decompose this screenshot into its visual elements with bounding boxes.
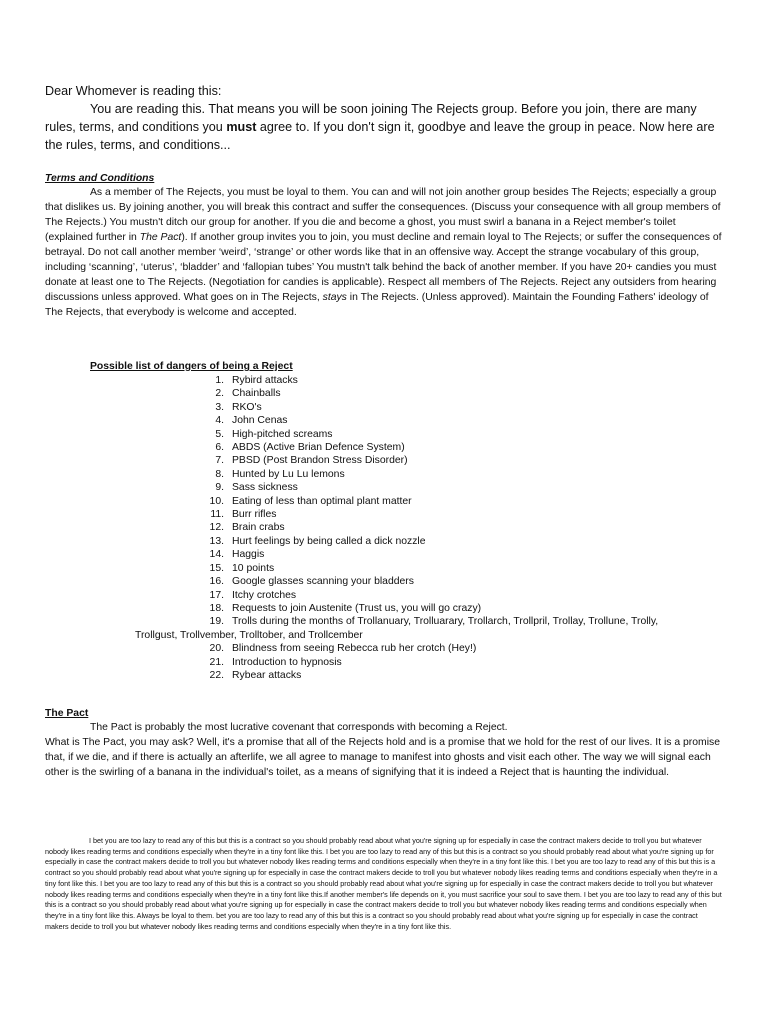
dangers-heading: Possible list of dangers of being a Reject [90, 361, 293, 372]
danger-item-number: 2. [215, 388, 224, 400]
danger-item-text: Rybird attacks [232, 375, 298, 386]
intro-emphasis: must [226, 120, 257, 134]
intro-text-after: agree to. If you don't sign it, goodbye and leave the group in peace. Now here are the rules, terms, and conditions... [45, 120, 715, 152]
terms-paragraph [45, 185, 725, 320]
danger-item [196, 575, 756, 588]
danger-item-number: 3. [215, 401, 224, 413]
danger-item [196, 508, 756, 521]
danger-item [196, 428, 756, 441]
danger-item-number: 16. [209, 576, 224, 588]
danger-item-text: Rybear attacks [232, 669, 302, 681]
danger-item-number: 15. [209, 562, 224, 574]
danger-item-text: 10 points [232, 562, 275, 574]
danger-item-number: 12. [209, 522, 224, 534]
danger-item-text: Sass sickness [232, 482, 298, 494]
danger-item [196, 589, 756, 602]
terms-text-3: in The Rejects. (Unless approved). Maintain the Founding Fathers' ideology of The Rejects, that everybody is welcome and accepted. [45, 292, 709, 318]
danger-item-number: 20. [209, 643, 224, 655]
danger-item [196, 401, 756, 414]
greeting: Dear Whomever is reading this: [45, 84, 222, 98]
danger-item-text: Blindness from seeing Rebecca rub her crotch (Hey!) [232, 643, 477, 655]
danger-item-text: Hunted by Lu Lu lemons [232, 468, 345, 480]
danger-item [196, 468, 756, 481]
danger-item-text: Eating of less than optimal plant matter [232, 495, 412, 507]
danger-item-number: 7. [215, 455, 224, 467]
danger-item-number: 4. [215, 415, 224, 427]
danger-item-number: 21. [209, 656, 224, 668]
terms-pact-reference: The Pact [139, 232, 182, 243]
danger-item-text: Trolls during the months of Trollanuary, Trolluarary, Trollarch, Trollpril, Trollay, Trollune, Trolly, [232, 616, 659, 628]
danger-item-text: Chainballs [232, 388, 281, 400]
pact-intro: The Pact is probably the most lucrative covenant that corresponds with becoming a Reject. [90, 722, 508, 733]
danger-item-continuation: Trollgust, Trollvember, Trolltober, and Trollcember [135, 629, 363, 641]
danger-item [196, 656, 756, 669]
danger-item-number: 17. [209, 589, 224, 601]
danger-item-number: 18. [209, 602, 224, 614]
terms-stays: stays [322, 292, 347, 303]
danger-item-text: Introduction to hypnosis [232, 656, 342, 668]
danger-item-number: 14. [209, 549, 224, 561]
danger-item [196, 495, 756, 508]
terms-heading: Terms and Conditions [45, 173, 155, 184]
intro-text-before: You are reading this. That means you will be soon joining The Rejects group. Before you join, there are many rules, terms, and conditions you [45, 102, 697, 134]
danger-item-text: RKO's [232, 401, 262, 413]
danger-item [196, 642, 756, 655]
fine-print-paragraph: I bet you are too lazy to read any of this but this is a contract so you should probably read about what you're signing up for especially in case the contract makers decide to troll you but whatever nobody likes reading terms and conditions especially when they're in a tiny font like this. I bet you are too lazy to read any of this but this is a contract so you should probably read about what you're signing up for especially in case the contract makers decide to troll you but whatever nobody likes reading terms and conditions especially when they're in a tiny font like this. I bet you are too lazy to read any of this but this is a contract so you should probably read about what you're signing up for especially in case the contract makers decide to troll you but whatever nobody likes reading terms and conditions especially when they're in a tiny font like this. I bet you are too lazy to read any of this but this is a contract so you should probably read about what you're signing up for especially in case the contract makers decide to troll you but whatever nobody likes reading terms and conditions especially when they're in a tiny font like this.If another member's life depends on it, you must sacrifice your soul to save them. I bet you are too lazy to read any of this but this is a contract so you should probably read about what you're signing up for especially in case the contract makers decide to troll you but whatever nobody likes reading terms and conditions especially when they're in a tiny font like this. Always be loyal to them. bet you are too lazy to read any of this but this is a contract so you should probably read about what you're signing up for especially in case the contract makers decide to troll you but whatever nobody likes reading terms and conditions especially when they're in a tiny font like this. [45, 836, 722, 931]
danger-item-text: John Cenas [232, 415, 288, 427]
danger-item [196, 535, 756, 548]
dangers-list [135, 374, 756, 682]
pact-paragraph: What is The Pact, you may ask? Well, it's a promise that all of the Rejects hold and is a promise that we hold for the rest of our lives. It is a promise that, if we die, and if there is actually an afterlife, we all agree to manage to manifest into ghosts and visit each other. The way we will signal each other is the swirling of a banana in the individual's toilet, as a means of signifying that it is indeed a Reject that is haunting the individual. [45, 737, 720, 778]
danger-item-text: ABDS (Active Brian Defence System) [232, 442, 405, 454]
danger-item [196, 414, 756, 427]
danger-item-text: Brain crabs [232, 522, 285, 534]
danger-item-number: 1. [215, 375, 224, 386]
danger-item-text: Haggis [232, 549, 265, 561]
pact-heading: The Pact [45, 708, 89, 719]
danger-item-number: 13. [209, 535, 224, 547]
terms-text-1: As a member of The Rejects, you must be loyal to them. You can and will not join another group besides The Rejects; especially a group that dislikes us. By joining another, you will break this contract and suffer the consequences. (Discuss your consequence with all group members of The Rejects.) You mustn't ditch our group for another. If you die and become a ghost, you must swirl a banana in a Reject member's toilet (explained further in [45, 187, 721, 243]
danger-item [196, 454, 756, 467]
danger-item [196, 481, 756, 494]
danger-item-number: 22. [209, 669, 224, 681]
danger-item-number: 19. [209, 616, 224, 628]
danger-item-text: High-pitched screams [232, 428, 333, 440]
danger-item-number: 8. [215, 468, 224, 480]
danger-item [196, 441, 756, 454]
danger-item [196, 374, 756, 387]
danger-item-number: 9. [215, 482, 224, 494]
danger-item-text: Google glasses scanning your bladders [232, 576, 414, 588]
danger-item-text: Requests to join Austenite (Trust us, you will go crazy) [232, 602, 482, 614]
danger-item-text: Itchy crotches [232, 589, 297, 601]
danger-item-number: 6. [215, 442, 224, 454]
danger-item [196, 562, 756, 575]
danger-item [196, 669, 756, 682]
danger-item [196, 387, 756, 400]
danger-item [196, 521, 756, 534]
danger-item-text: Burr rifles [232, 509, 277, 521]
danger-item [196, 602, 756, 615]
danger-item-number: 10. [209, 495, 224, 507]
intro-paragraph [45, 100, 725, 154]
danger-item-number: 11. [210, 509, 224, 521]
danger-item-text: PBSD (Post Brandon Stress Disorder) [232, 455, 408, 467]
danger-item-text: Hurt feelings by being called a dick nozzle [232, 535, 426, 547]
danger-item [135, 615, 756, 642]
terms-text-2: ). If another group invites you to join, you must decline and remain loyal to The Rejects; or suffer the consequences of betrayal. Do not call another member ‘weird’, ‘strange’ or other words like that in an offensive way. Accept the strange vocabulary of this group, including ‘scanning’, ‘uterus’, ‘bladder’ and ‘fallopian tubes’ You mustn't talk behind the back of another member. If you have 20+ candies you must donate at least one to The Rejects. (Negotiation for candies is applicable). Respect all members of The Rejects. Reject any outsiders from hearing discussions unless approved. What goes on in The Rejects, [45, 232, 722, 303]
danger-item [196, 548, 756, 561]
danger-item-number: 5. [215, 428, 224, 440]
